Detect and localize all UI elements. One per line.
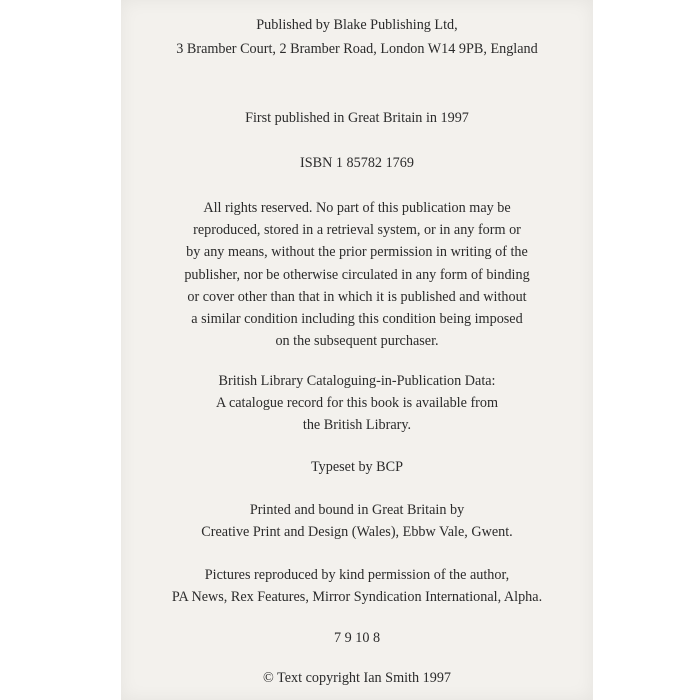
pictures-line: Pictures reproduced by kind permission of the author, [204,567,510,583]
typeset-text: Typeset by BCP [310,459,404,475]
cataloguing-block [121,370,593,436]
rights-block [121,197,593,352]
isbn [121,152,593,174]
publisher-block [121,13,593,61]
printed-block [121,499,593,543]
copyright [121,667,593,689]
cataloguing-line: A catalogue record for this book is available from [215,395,499,411]
typeset [121,456,593,478]
rights-line: reproduced, stored in a retrieval system, or in any form or [193,222,521,239]
copyright-text: © Text copyright Ian Smith 1997 [262,670,452,686]
rights-line: on the subsequent purchaser. [275,333,439,350]
rights-line: All rights reserved. No part of this publication may be [203,200,511,216]
publisher-line-1: Published by Blake Publishing Ltd, [256,17,458,33]
first-published-text: First published in Great Britain in 1997 [245,110,469,126]
cataloguing-line: British Library Cataloguing-in-Publication Data: [218,373,496,389]
rights-line: publisher, nor be otherwise circulated in any form of binding [184,266,530,283]
cataloguing-line: the British Library. [302,417,412,433]
rights-line: or cover other than that in which it is published and without [187,288,527,305]
rights-line: a similar condition including this condition being imposed [191,311,523,328]
first-published [121,107,593,129]
printed-line: Printed and bound in Great Britain by [249,502,465,518]
print-run-text: 7 9 10 8 [333,630,381,646]
rights-line: by any means, without the prior permission in writing of the [186,244,528,261]
pictures-block [121,564,593,608]
copyright-page [121,0,593,700]
print-run [121,627,593,649]
printed-line: Creative Print and Design (Wales), Ebbw Vale, Gwent. [201,524,513,540]
pictures-line: PA News, Rex Features, Mirror Syndication International, Alpha. [171,589,543,605]
isbn-text: ISBN 1 85782 1769 [300,155,414,171]
publisher-line-2: 3 Bramber Court, 2 Bramber Road, London W14 9PB, England [176,41,538,57]
